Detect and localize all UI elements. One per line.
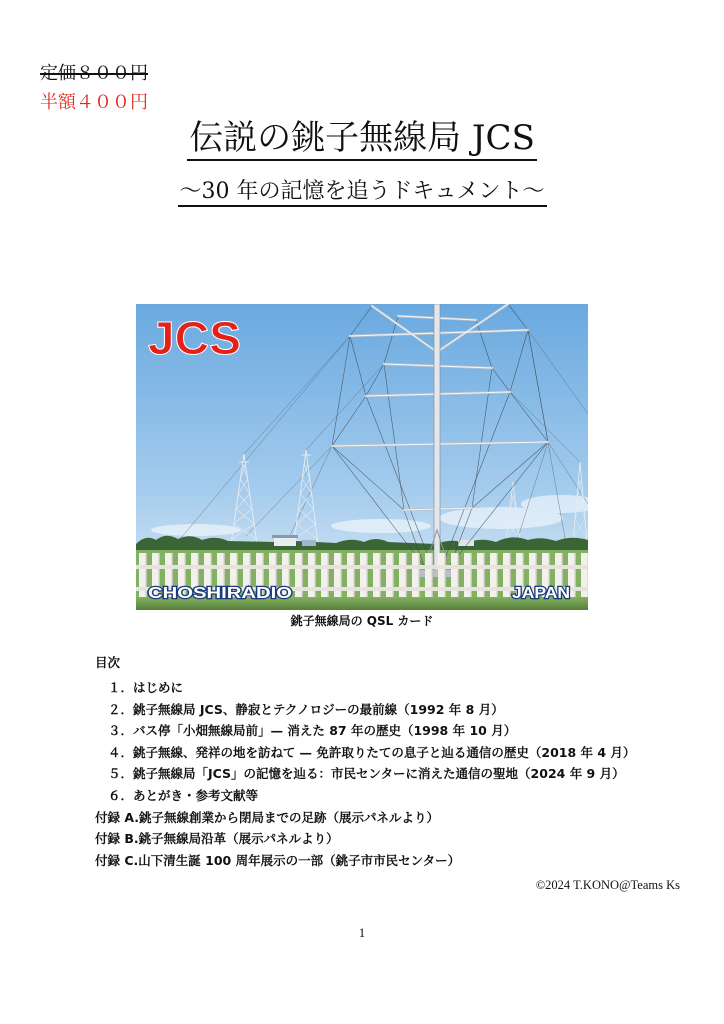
photo-caption: 銚子無線局の QSL カード: [290, 614, 434, 628]
toc-chapter-4: ４．銚子無線、発祥の地を訪ねて — 免許取りたての息子と辿る通信の歴史（2018 年 4 月）: [108, 744, 636, 760]
copyright-notice: ©2024 T.KONO@Teams Ks: [535, 878, 680, 892]
toc-chapter-6: ６．あとがき・参考文献等: [108, 787, 259, 803]
toc-chapter-1: １．はじめに: [108, 680, 184, 695]
page-number: 1: [358, 925, 366, 940]
toc-chapter-3: ３．バス停「小畑無線局前」— 消えた 87 年の歴史（1998 年 10 月）: [108, 723, 517, 739]
toc-chapter-5: ５．銚子無線局「JCS」の記憶を辿る：市民センターに消えた通信の聖地（2024 年 9 月）: [108, 766, 625, 782]
qsl-card-photo: [136, 304, 588, 610]
document-title-block: [0, 118, 724, 158]
qsl-country: JAPAN: [512, 585, 570, 602]
toc-appendix-c: 付録 C.山下清生誕 100 周年展示の一部（銚子市市民センター）: [95, 852, 461, 868]
document-title: 伝説の銚子無線局 JCS: [187, 118, 537, 161]
original-price: 定価８００円: [40, 63, 148, 84]
document-subtitle-block: [0, 178, 724, 206]
document-subtitle: 〜30 年の記憶を追うドキュメント〜: [178, 179, 547, 207]
toc-heading: 目次: [95, 655, 121, 670]
sale-price: 半額４００円: [40, 92, 148, 113]
qsl-station-name: CHOSHIRADIO: [148, 585, 292, 602]
qsl-callsign: JCS: [148, 312, 241, 364]
toc-chapter-2: ２．銚子無線局 JCS、静寂とテクノロジーの最前線（1992 年 8 月）: [108, 701, 504, 717]
toc-appendix-a: 付録 A.銚子無線創業から閉局までの足跡（展示パネルより）: [95, 809, 440, 825]
toc-appendix-b: 付録 B.銚子無線局沿革（展示パネルより）: [95, 831, 339, 847]
table-of-contents: [95, 677, 695, 871]
